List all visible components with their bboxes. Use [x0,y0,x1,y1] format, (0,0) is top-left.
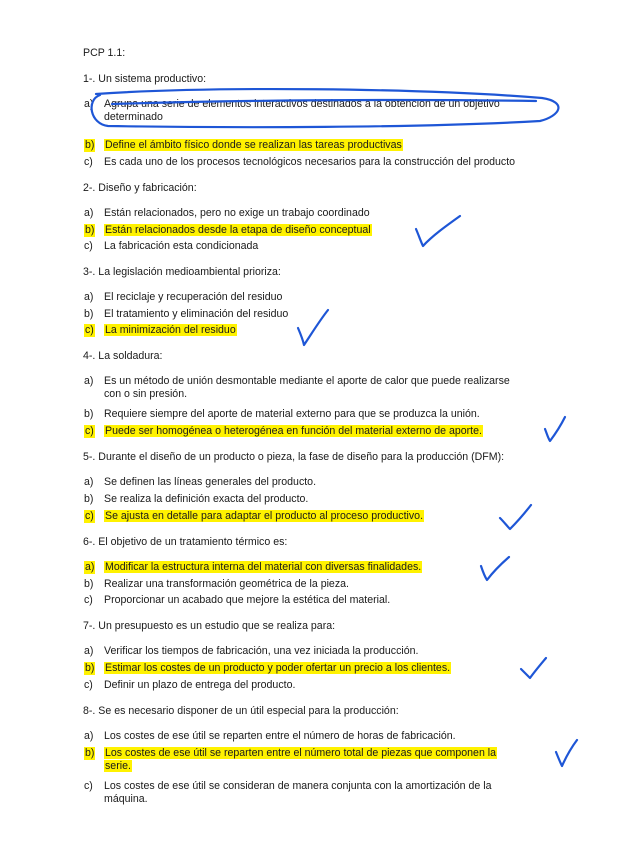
option-text-highlighted: Puede ser homogénea o heterogénea en función del material externo de aporte. [105,425,482,437]
option-label: b) [85,662,95,674]
option-label: c) [84,679,93,691]
question-8-option-b [85,747,497,773]
option-text-highlighted: Están relacionados desde la etapa de diseño conceptual [105,224,371,236]
option-text: Realizar una transformación geométrica de la pieza. [104,578,349,590]
question-2-prompt: 2-. Diseño y fabricación: [83,182,197,194]
option-text: Agrupa una serie de elementos interactivos destinados a la obtención de un objetivo [104,98,500,110]
option-text: Es un método de unión desmontable mediante el aporte de calor que puede realizarse [104,375,510,387]
question-1-option-a [84,98,500,124]
option-text: Están relacionados, pero no exige un trabajo coordinado [104,207,370,219]
option-label: b) [85,139,95,151]
question-7-prompt: 7-. Un presupuesto es un estudio que se realiza para: [83,620,336,632]
option-text: Verificar los tiempos de fabricación, una vez iniciada la producción. [104,645,419,657]
checkmark-icon [521,658,546,678]
question-7-option-a [84,645,419,658]
question-4-option-a [84,375,510,401]
question-2-option-a [84,207,370,220]
option-text-highlighted: La minimización del residuo [105,324,236,336]
option-label: a) [84,375,94,387]
option-text-cont: determinado [104,111,163,123]
page-title: PCP 1.1: [83,47,126,59]
question-4-prompt: 4-. La soldadura: [83,350,163,362]
question-8-prompt: 8-. Se es necesario disponer de un útil especial para la producción: [83,705,399,717]
option-label: b) [84,493,94,505]
option-label: b) [85,224,95,236]
question-7-option-c [84,679,296,692]
option-text-cont: con o sin presión. [104,388,188,400]
option-text: Los costes de ese útil se reparten entre el número de horas de fabricación. [104,730,456,742]
option-label: a) [84,730,94,742]
question-8-option-a [84,730,456,743]
option-label: a) [84,207,94,219]
option-label: c) [84,594,93,606]
option-text: Definir un plazo de entrega del producto. [104,679,296,691]
checkmark-icon [500,505,531,529]
option-label: a) [84,476,94,488]
option-label: b) [84,578,94,590]
question-5-prompt: 5-. Durante el diseño de un producto o pieza, la fase de diseño para la producción (DFM): [83,451,505,463]
checkmark-icon [556,740,577,766]
option-text: Es cada uno de los procesos tecnológicos necesarios para la construcción del producto [104,156,516,168]
question-6-option-a [85,561,422,574]
option-label: c) [84,156,93,168]
option-text-highlighted: Estimar los costes de un producto y poder ofertar un precio a los clientes. [105,662,451,674]
checkmark-icon [481,557,509,580]
option-text-highlighted-cont: serie. [105,760,131,772]
option-text: El reciclaje y recuperación del residuo [104,291,283,303]
question-1-prompt: 1-. Un sistema productivo: [83,73,207,85]
question-1-option-b [85,139,403,152]
question-8-option-c [84,780,492,806]
option-text-cont: máquina. [104,793,148,805]
checkmark-icon [298,310,328,345]
question-4-option-c [85,425,483,438]
checkmark-icon [545,417,565,441]
option-text: Proporcionar un acabado que mejore la estética del material. [104,594,391,606]
option-label: c) [84,240,93,252]
option-label: a) [84,98,94,110]
option-label: c) [85,510,94,522]
option-label: b) [84,308,94,320]
option-text: La fabricación esta condicionada [104,240,259,252]
option-label: b) [85,747,95,759]
option-label: b) [84,408,94,420]
option-label: a) [84,645,94,657]
checkmark-icon [416,216,460,246]
option-text: Requiere siempre del aporte de material externo para que se produzca la unión. [104,408,480,420]
question-5-option-c [85,510,424,523]
question-6-prompt: 6-. El objetivo de un tratamiento térmico es: [83,536,288,548]
question-3-option-b [84,308,289,321]
question-2-option-c [84,240,259,253]
option-label: c) [84,780,93,792]
question-3-option-c [85,324,237,337]
question-5-option-b [84,493,309,506]
option-text-highlighted: Los costes de ese útil se reparten entre el número total de piezas que componen la [105,747,497,759]
question-1-option-c [84,156,516,169]
option-text-highlighted: Se ajusta en detalle para adaptar el producto al proceso productivo. [105,510,424,522]
question-2-option-b [85,224,372,237]
option-text: Se definen las líneas generales del producto. [104,476,317,488]
question-5-option-a [84,476,317,489]
option-text-highlighted: Define el ámbito físico donde se realizan las tareas productivas [105,139,402,151]
option-label: a) [85,561,95,573]
question-6-option-b [84,578,349,591]
option-text: Los costes de ese útil se consideran de manera conjunta con la amortización de la [104,780,492,792]
question-6-option-c [84,594,391,607]
option-label: c) [85,324,94,336]
option-label: a) [84,291,94,303]
question-3-prompt: 3-. La legislación medioambiental prioriza: [83,266,281,278]
question-4-option-b [84,408,480,421]
question-7-option-b [85,662,451,675]
question-3-option-a [84,291,283,304]
option-text: El tratamiento y eliminación del residuo [104,308,289,320]
option-text-highlighted: Modificar la estructura interna del material con diversas finalidades. [105,561,422,573]
option-text: Se realiza la definición exacta del producto. [104,493,309,505]
option-label: c) [85,425,94,437]
